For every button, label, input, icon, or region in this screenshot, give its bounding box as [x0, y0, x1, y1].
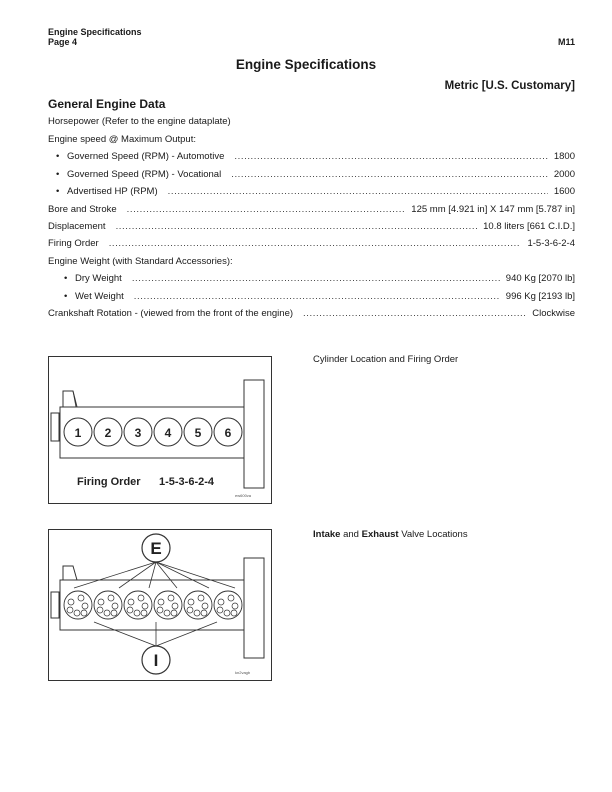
valve-circle [218, 599, 224, 605]
units-label: Metric [U.S. Customary] [444, 80, 575, 92]
header-doc-title: Engine Specifications [48, 27, 142, 37]
spec-value: 10.8 liters [661 C.I.D.] [483, 221, 575, 232]
bullet-icon: • [64, 291, 68, 302]
spec-row [48, 237, 575, 251]
spec-label: Engine speed @ Maximum Output: [48, 134, 196, 145]
valve-circle [134, 610, 140, 616]
caption-cylinder-location: Cylinder Location and Firing Order [313, 354, 459, 365]
spec-row [56, 150, 575, 164]
bullet-icon: • [64, 273, 68, 284]
spec-value: Clockwise [532, 308, 575, 319]
spec-row [56, 185, 575, 199]
valve-circle [67, 607, 73, 613]
cylinder-number: 5 [194, 426, 202, 440]
spec-value: 996 Kg [2193 lb] [505, 291, 575, 302]
valve-circle [98, 599, 104, 605]
dot-leader [168, 185, 548, 199]
bullet-icon: • [56, 186, 60, 197]
caption-part: Valve Locations [398, 529, 468, 540]
cylinder-number: 1 [74, 426, 82, 440]
valve-circle [112, 603, 118, 609]
valve-circle [97, 607, 103, 613]
bullet-icon: • [56, 151, 60, 162]
dot-leader [231, 168, 548, 182]
firing-order-value: 1-5-3-6-2-4 [159, 476, 215, 488]
dot-leader [109, 237, 522, 251]
header-page-number: Page 4 [48, 37, 78, 47]
figure-cylinder-location [48, 356, 272, 504]
spec-label: Crankshaft Rotation - (viewed from the front of the engine) [48, 308, 294, 319]
spec-row [48, 220, 575, 234]
spec-value: 2000 [553, 169, 575, 180]
dot-leader [132, 272, 500, 286]
spec-row [48, 307, 575, 321]
cylinder-number: 4 [164, 426, 172, 440]
spec-label: Engine Weight (with Standard Accessories): [48, 256, 233, 267]
spec-row [48, 203, 575, 217]
valve-circle [228, 595, 234, 601]
dot-leader [134, 290, 500, 304]
valve-circle [78, 595, 84, 601]
valve-circle [74, 610, 80, 616]
valve-circle [108, 595, 114, 601]
spec-label: • Advertised HP (RPM) [56, 186, 158, 197]
caption-part: Intake [313, 529, 341, 540]
flywheel-housing [244, 380, 264, 488]
spec-label: • Governed Speed (RPM) - Automotive [56, 151, 225, 162]
valve-circle [111, 610, 117, 616]
valve-circle [198, 595, 204, 601]
spec-row [64, 272, 575, 286]
spec-row [56, 168, 575, 182]
firing-order-label: Firing Order [77, 476, 141, 488]
valve-circle [138, 595, 144, 601]
valve-circle [128, 599, 134, 605]
spec-value: 1800 [553, 151, 575, 162]
caption-part: and [340, 529, 362, 540]
valve-circle [194, 610, 200, 616]
bullet-icon: • [56, 169, 60, 180]
figure-code: ew600va [235, 493, 252, 498]
valve-circle [127, 607, 133, 613]
spec-value: 125 mm [4.921 in] X 147 mm [5.787 in] [411, 204, 575, 215]
spec-row [48, 133, 575, 147]
caption-valve-locations [313, 529, 468, 540]
spec-row [48, 115, 575, 129]
spec-label: Horsepower (Refer to the engine dataplate) [48, 116, 231, 127]
valve-circle [188, 599, 194, 605]
pulley-shape [51, 592, 59, 618]
cylinder-diagram [49, 357, 271, 503]
valve-circle [231, 610, 237, 616]
intake-label: I [153, 651, 159, 670]
spec-label: Displacement [48, 221, 106, 232]
dot-leader [127, 203, 406, 217]
valve-circle [172, 603, 178, 609]
valve-circle [82, 603, 88, 609]
dot-leader [303, 307, 526, 321]
spec-label: Firing Order [48, 238, 99, 249]
page-header-left [48, 27, 142, 47]
valve-circle [141, 610, 147, 616]
spec-label: • Governed Speed (RPM) - Vocational [56, 169, 222, 180]
accessory-shape [63, 566, 77, 580]
spec-label: • Dry Weight [64, 273, 122, 284]
valve-circle [68, 599, 74, 605]
valve-circle [104, 610, 110, 616]
figure-code: kn2vagb [235, 670, 251, 675]
valve-circle [217, 607, 223, 613]
valve-circle [168, 595, 174, 601]
valve-circle [224, 610, 230, 616]
valve-circle [158, 599, 164, 605]
figure-valve-locations [48, 529, 272, 681]
spec-label: • Wet Weight [64, 291, 124, 302]
valve-circle [187, 607, 193, 613]
valve-circle [142, 603, 148, 609]
valve-circle [81, 610, 87, 616]
dot-leader [234, 150, 548, 164]
spec-value: 1-5-3-6-2-4 [527, 238, 575, 249]
valve-circle [157, 607, 163, 613]
valve-circle [202, 603, 208, 609]
dot-leader [116, 220, 478, 234]
header-model: M11 [557, 37, 575, 47]
spec-row [48, 255, 575, 269]
cylinder-number: 6 [224, 426, 232, 440]
caption-part: Exhaust [361, 529, 399, 540]
spec-row [64, 290, 575, 304]
section-title: General Engine Data [48, 97, 166, 111]
valve-circle [201, 610, 207, 616]
cylinder-number: 3 [134, 426, 142, 440]
page-title: Engine Specifications [235, 57, 377, 72]
pulley-shape [51, 413, 59, 441]
valve-diagram [49, 530, 271, 680]
exhaust-label: E [150, 539, 162, 558]
valve-circle [232, 603, 238, 609]
spec-label: Bore and Stroke [48, 204, 117, 215]
cylinder-number: 2 [104, 426, 112, 440]
spec-value: 940 Kg [2070 lb] [505, 273, 575, 284]
flywheel-housing [244, 558, 264, 658]
spec-value: 1600 [553, 186, 575, 197]
valve-circle [171, 610, 177, 616]
valve-circle [164, 610, 170, 616]
